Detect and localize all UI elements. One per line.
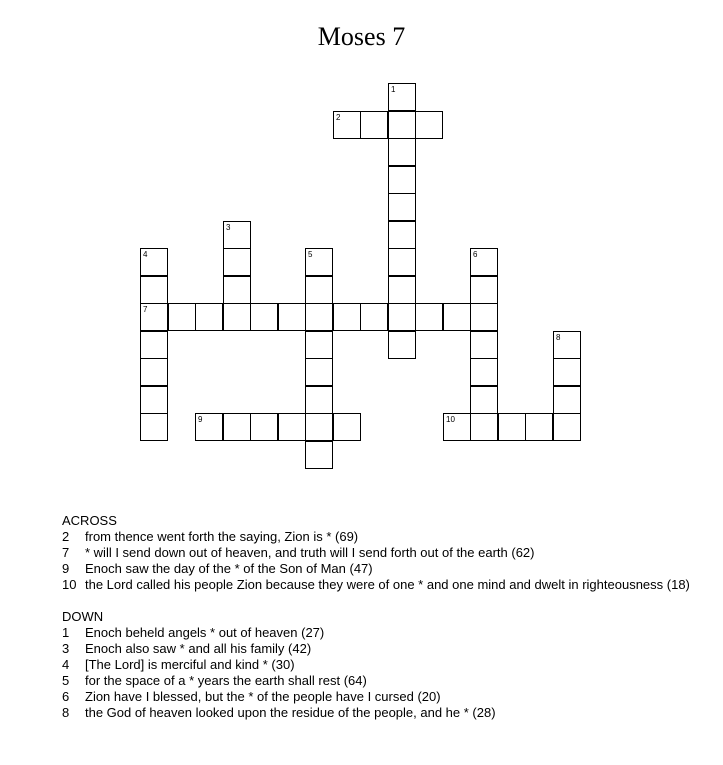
down-heading: DOWN <box>62 609 104 624</box>
grid-cell[interactable] <box>140 276 168 304</box>
grid-cell[interactable] <box>333 111 361 139</box>
grid-cell[interactable] <box>470 331 498 359</box>
grid-cell[interactable] <box>223 276 251 304</box>
grid-cell[interactable] <box>470 248 498 276</box>
clue-text: Enoch also saw * and all his family (42) <box>85 641 312 656</box>
grid-cell[interactable] <box>305 248 333 276</box>
grid-cell[interactable] <box>388 166 416 194</box>
grid-cell[interactable] <box>525 413 553 441</box>
clue-text: from thence went forth the saying, Zion is * (69) <box>85 529 359 544</box>
grid-cell[interactable] <box>223 303 251 331</box>
across-clue <box>62 529 702 545</box>
grid-cell[interactable] <box>553 413 581 441</box>
grid-cell[interactable] <box>388 193 416 221</box>
grid-cell[interactable] <box>140 248 168 276</box>
clue-number: 7 <box>62 545 70 560</box>
grid-cell[interactable] <box>223 413 251 441</box>
grid-cell[interactable] <box>470 386 498 414</box>
grid-cell[interactable] <box>333 303 361 331</box>
across-section <box>62 513 702 593</box>
grid-cell[interactable] <box>470 276 498 304</box>
grid-cell[interactable] <box>140 386 168 414</box>
grid-cell[interactable] <box>388 83 416 111</box>
clue-number: 6 <box>62 689 70 704</box>
grid-cell[interactable] <box>305 303 333 331</box>
clue-number: 8 <box>62 705 70 720</box>
grid-cell[interactable] <box>388 138 416 166</box>
grid-cell[interactable] <box>553 358 581 386</box>
grid-cell[interactable] <box>360 111 388 139</box>
clue-number-label: 5 <box>308 250 313 259</box>
clue-number: 1 <box>62 625 70 640</box>
grid-cell[interactable] <box>140 331 168 359</box>
grid-cell[interactable] <box>305 413 333 441</box>
down-clue <box>62 673 702 689</box>
grid-cell[interactable] <box>498 413 526 441</box>
clue-number: 2 <box>62 529 70 544</box>
grid-cell[interactable] <box>250 413 278 441</box>
down-clue <box>62 641 702 657</box>
grid-cell[interactable] <box>415 303 443 331</box>
grid-cell[interactable] <box>388 111 416 139</box>
grid-cell[interactable] <box>195 303 223 331</box>
grid-cell[interactable] <box>223 248 251 276</box>
grid-cell[interactable] <box>223 221 251 249</box>
grid-cell[interactable] <box>360 303 388 331</box>
clue-number-label: 4 <box>143 250 148 259</box>
grid-cell[interactable] <box>250 303 278 331</box>
grid-cell[interactable] <box>388 276 416 304</box>
clue-number-label: 1 <box>391 85 396 94</box>
clue-text: for the space of a * years the earth shall rest (64) <box>85 673 367 688</box>
clue-text: the Lord called his people Zion because they were of one * and one mind and dwelt in righteousness (18) <box>85 577 690 592</box>
clue-number-label: 3 <box>226 223 231 232</box>
grid-cell[interactable] <box>553 331 581 359</box>
grid-cell[interactable] <box>443 303 471 331</box>
grid-cell[interactable] <box>140 303 168 331</box>
clue-number: 3 <box>62 641 70 656</box>
grid-cell[interactable] <box>333 413 361 441</box>
clue-number: 10 <box>62 577 77 592</box>
grid-cell[interactable] <box>470 358 498 386</box>
clue-text: Zion have I blessed, but the * of the people have I cursed (20) <box>85 689 441 704</box>
across-clue <box>62 561 702 577</box>
grid-cell[interactable] <box>553 386 581 414</box>
grid-cell[interactable] <box>168 303 196 331</box>
clue-number-label: 7 <box>143 305 148 314</box>
down-clue <box>62 657 702 673</box>
grid-cell[interactable] <box>388 221 416 249</box>
clue-number: 4 <box>62 657 70 672</box>
grid-cell[interactable] <box>388 303 416 331</box>
grid-cell[interactable] <box>140 358 168 386</box>
clue-text: Enoch saw the day of the * of the Son of Man (47) <box>85 561 373 576</box>
grid-cell[interactable] <box>305 276 333 304</box>
across-clue <box>62 577 702 593</box>
clue-list <box>62 513 702 721</box>
puzzle-title: Moses 7 <box>317 22 406 51</box>
clue-text: [The Lord] is merciful and kind * (30) <box>85 657 295 672</box>
grid-cell[interactable] <box>305 331 333 359</box>
grid-cell[interactable] <box>195 413 223 441</box>
clue-number-label: 10 <box>446 415 455 424</box>
grid-cell[interactable] <box>278 413 306 441</box>
down-clue <box>62 625 702 641</box>
clue-number: 5 <box>62 673 70 688</box>
grid-cell[interactable] <box>443 413 471 441</box>
clue-text: the God of heaven looked upon the residue of the people, and he * (28) <box>85 705 496 720</box>
down-section <box>62 609 702 721</box>
grid-cell[interactable] <box>305 441 333 469</box>
clue-text: * will I send down out of heaven, and truth will I send forth out of the earth (62) <box>85 545 535 560</box>
grid-cell[interactable] <box>140 413 168 441</box>
grid-cell[interactable] <box>470 413 498 441</box>
grid-cell[interactable] <box>305 358 333 386</box>
clue-number-label: 6 <box>473 250 478 259</box>
grid-cell[interactable] <box>278 303 306 331</box>
across-heading: ACROSS <box>62 513 117 528</box>
grid-cell[interactable] <box>415 111 443 139</box>
grid-cell[interactable] <box>388 248 416 276</box>
across-clue <box>62 545 702 561</box>
clue-number-label: 8 <box>556 333 561 342</box>
down-clue <box>62 705 702 721</box>
clue-number-label: 9 <box>198 415 203 424</box>
clue-number-label: 2 <box>336 113 341 122</box>
grid-cell[interactable] <box>305 386 333 414</box>
grid-cell[interactable] <box>470 303 498 331</box>
clue-number: 9 <box>62 561 70 576</box>
grid-cell[interactable] <box>388 331 416 359</box>
down-clue <box>62 689 702 705</box>
clue-text: Enoch beheld angels * out of heaven (27) <box>85 625 325 640</box>
